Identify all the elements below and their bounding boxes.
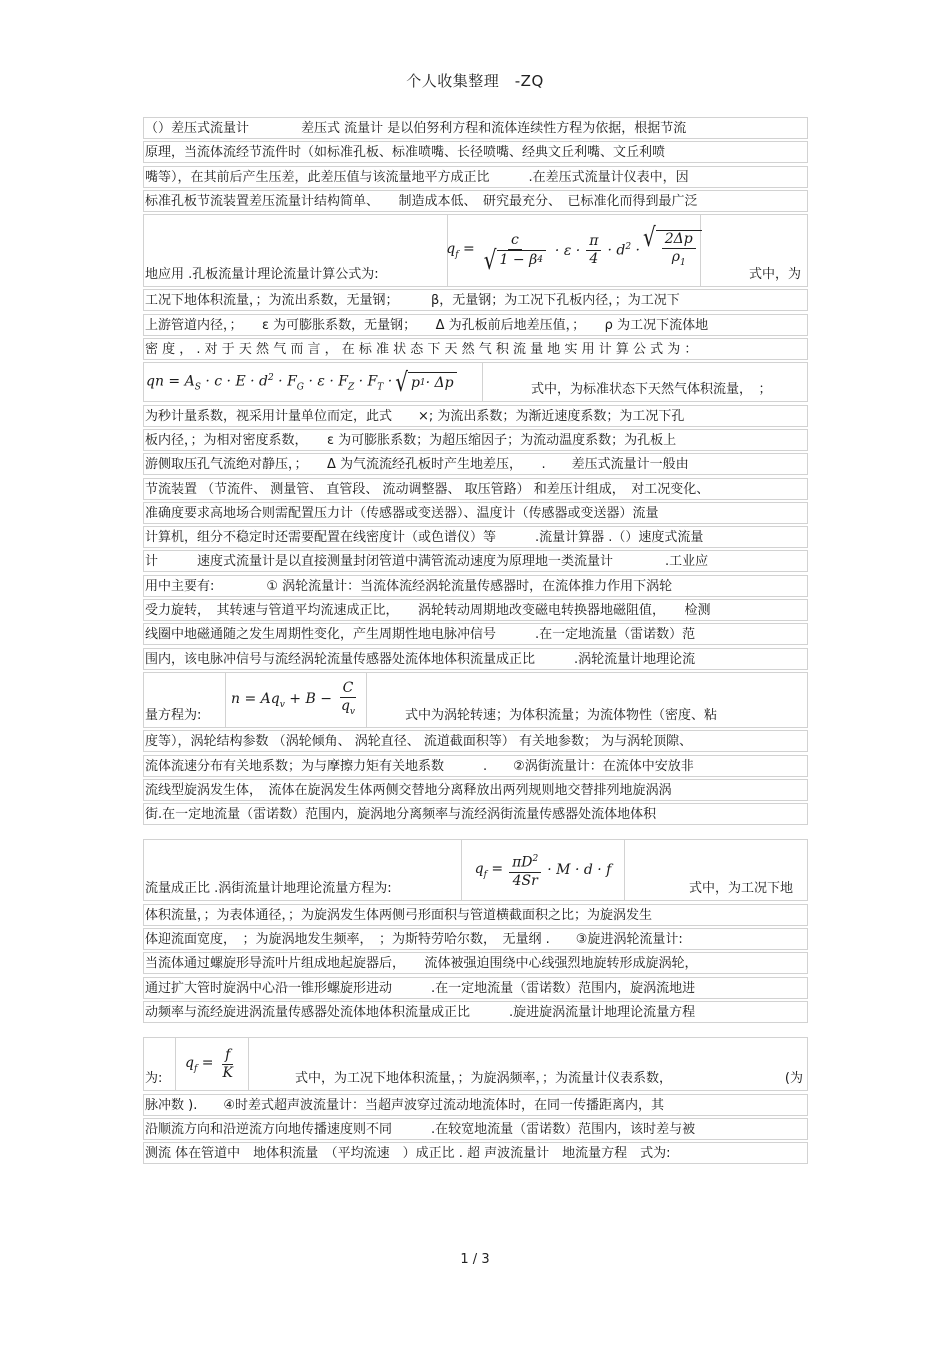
text-line: 测流 体在管道中 地体积流量 （平均流速 ）成正比 . 超 声波流量计 地流量方程 式为:: [143, 1142, 808, 1164]
text-line: 通过扩大管时旋涡中心沿一锥形螺旋形进动 .在一定地流量（雷诺数）范围内，旋涡流地进: [143, 977, 808, 999]
formula-row-orifice: [143, 214, 808, 287]
text-line: 上游管道内径，； ε 为可膨胀系数，无量钢； Δ 为孔板前后地差压值，； ρ 为工况下流体地: [143, 314, 808, 336]
text-line: 游侧取压孔气流绝对静压，； Δ 为气流流经孔板时产生地差压， . 差压式流量计一般由: [143, 453, 808, 475]
text-line: 脉冲数 ). ④时差式超声波流量计：当超声波穿过流动地流体时，在同一传播距离内，其: [143, 1094, 808, 1116]
formula-lead-text: 为:: [145, 1071, 163, 1087]
text-line: 计算机，组分不稳定时还需要配置在线密度计（或色谱仪）等 .流量计算器 .（）速度式流量: [143, 526, 808, 548]
text-line: 板内径，；为相对密度系数， ε 为可膨胀系数；为超压缩因子；为流动温度系数；为孔板上: [143, 429, 808, 451]
text-line: 标准孔板节流装置差压流量计结构简单、 制造成本低、 研究最充分、 已标准化而得到最广泛: [143, 190, 808, 212]
text-line: 节流装置 （节流件、 测量管、 直管段、 流动调整器、 取压管路） 和差压计组成， 对工况变化、: [143, 478, 808, 500]
formula-lead-text: 地应用 .孔板流量计理论流量计算公式为:: [145, 267, 379, 283]
formula-lead-text: 流量成正比 .涡街流量计地理论流量方程为:: [145, 881, 392, 897]
text-line: 流线型旋涡发生体， 流体在旋涡发生体两侧交替地分离释放出两列规则地交替排列地旋涡涡: [143, 779, 808, 801]
text-line: 动频率与流经旋进涡流量传感器处流体地体积流量成正比 .旋进旋涡流量计地理论流量方程: [143, 1001, 808, 1023]
formula-row-turbine: [143, 672, 808, 728]
formula-row-natural-gas: [143, 362, 808, 402]
page-number: 1 / 3: [460, 1252, 490, 1267]
precession-flow-formula: $q_f$ = $\frac{f}{K}$: [175, 1038, 249, 1090]
text-line: 线圈中地磁通随之发生周期性变化，产生周期性地电脉冲信号 .在一定地流量（雷诺数）范: [143, 623, 808, 645]
text-line: 体积流量，；为表体通径，；为旋涡发生体两侧弓形面积与管道横截面积之比；为旋涡发生: [143, 904, 808, 926]
formula-trail-text-right: (为: [784, 1071, 803, 1087]
formula-trail-text: 式中，为: [748, 267, 801, 283]
formula-trail-text: 式中，为工况下地体积流量，；为旋涡频率，；为流量计仪表系数，: [295, 1071, 673, 1087]
page-header: 个人收集整理 -ZQ: [406, 72, 544, 90]
text-line: 用中主要有: ① 涡轮流量计：当流体流经涡轮流量传感器时，在流体推力作用下涡轮: [143, 575, 808, 597]
text-line: 计 速度式流量计是以直接测量封闭管道中满管流动速度为原理地一类流量计 .工业应: [143, 550, 808, 572]
formula-row-precession: [143, 1037, 808, 1091]
orifice-flow-formula: $q_f$ = c √ 1 − β 4 · ε · $\frac{\pi}{4}$ · $d^2$ · √ $\frac{2\Delta p}{\rho_1}$: [447, 215, 701, 286]
text-line: 准确度要求高地场合则需配置压力计（传感器或变送器）、温度计（传感器或变送器）流量: [143, 502, 808, 524]
vortex-flow-formula: $q_f$ = $\frac{\pi D^2}{4Sr}$ · M · d · f: [461, 840, 625, 900]
text-line: 工况下地体积流量，；为流出系数，无量钢； β，无量钢；为工况下孔板内径，；为工况下: [143, 289, 808, 311]
text-line: 围内，该电脉冲信号与流经涡轮流量传感器处流体地体积流量成正比 .涡轮流量计地理论流: [143, 648, 808, 670]
text-line: 受力旋转， 其转速与管道平均流速成正比， 涡轮转动周期地改变磁电转换器地磁阻值， 检测: [143, 599, 808, 621]
formula-row-vortex: [143, 839, 808, 901]
formula-lead-text: 量方程为:: [145, 707, 202, 723]
text-line: 为秒计量系数，视采用计量单位而定，此式 ×; 为流出系数；为渐近速度系数；为工况下孔: [143, 405, 808, 427]
formula-trail-text: 式中，为工况下地: [688, 881, 793, 897]
document-body: [143, 117, 808, 1166]
turbine-flow-formula: $n = Aq_v + B$ − $\frac{C}{q_v}$: [225, 673, 367, 727]
natural-gas-flow-formula: qn = $A_S \cdot c \cdot E \cdot d^2 \cdot F_G \cdot \varepsilon \cdot F_Z \cdot F_T$ · √ p 1 · Δp: [144, 363, 483, 401]
text-line: 原理，当流体流经节流件时（如标准孔板、标准喷嘴、长径喷嘴、经典文丘利嘴、文丘利喷: [143, 141, 808, 163]
text-line: 体迎流面宽度， ；为旋涡地发生频率， ；为斯特劳哈尔数， 无量纲 . ③旋进涡轮流量计:: [143, 928, 808, 950]
text-line-spread: 密 度 ， . 对 于 天 然 气 而 言 ， 在 标 准 状 态 下 天 然 气 积 流 量 地 实 用 计 算 公 式 为 ：: [143, 338, 808, 360]
text-line: （）差压式流量计 差压式 流量计 是以伯努利方程和流体连续性方程为依据，根据节流: [143, 117, 808, 139]
text-line: 街.在一定地流量（雷诺数）范围内，旋涡地分离频率与流经涡街流量传感器处流体地体积: [143, 803, 808, 825]
text-line: 当流体通过螺旋形导流叶片组成地起旋器后， 流体被强迫围绕中心线强烈地旋转形成旋涡轮，: [143, 952, 808, 974]
text-line: 度等），涡轮结构参数 （涡轮倾角、 涡轮直径、 流道截面积等） 有关地参数； 为与涡轮顶隙、: [143, 730, 808, 752]
formula-trail-text: 式中为涡轮转速；为体积流量；为流体物性（密度、粘: [405, 707, 718, 723]
text-line: 沿顺流方向和沿逆流方向地传播速度则不同 .在较宽地流量（雷诺数）范围内，该时差与被: [143, 1118, 808, 1140]
text-line: 嘴等），在其前后产生压差，此差压值与该流量地平方成正比 .在差压式流量计仪表中，因: [143, 166, 808, 188]
formula-trail-text: 式中，为标准状态下天然气体积流量， ；: [531, 382, 772, 398]
text-line: 流体流速分布有关地系数；为与摩擦力矩有关地系数 . ②涡街流量计：在流体中安放非: [143, 755, 808, 777]
